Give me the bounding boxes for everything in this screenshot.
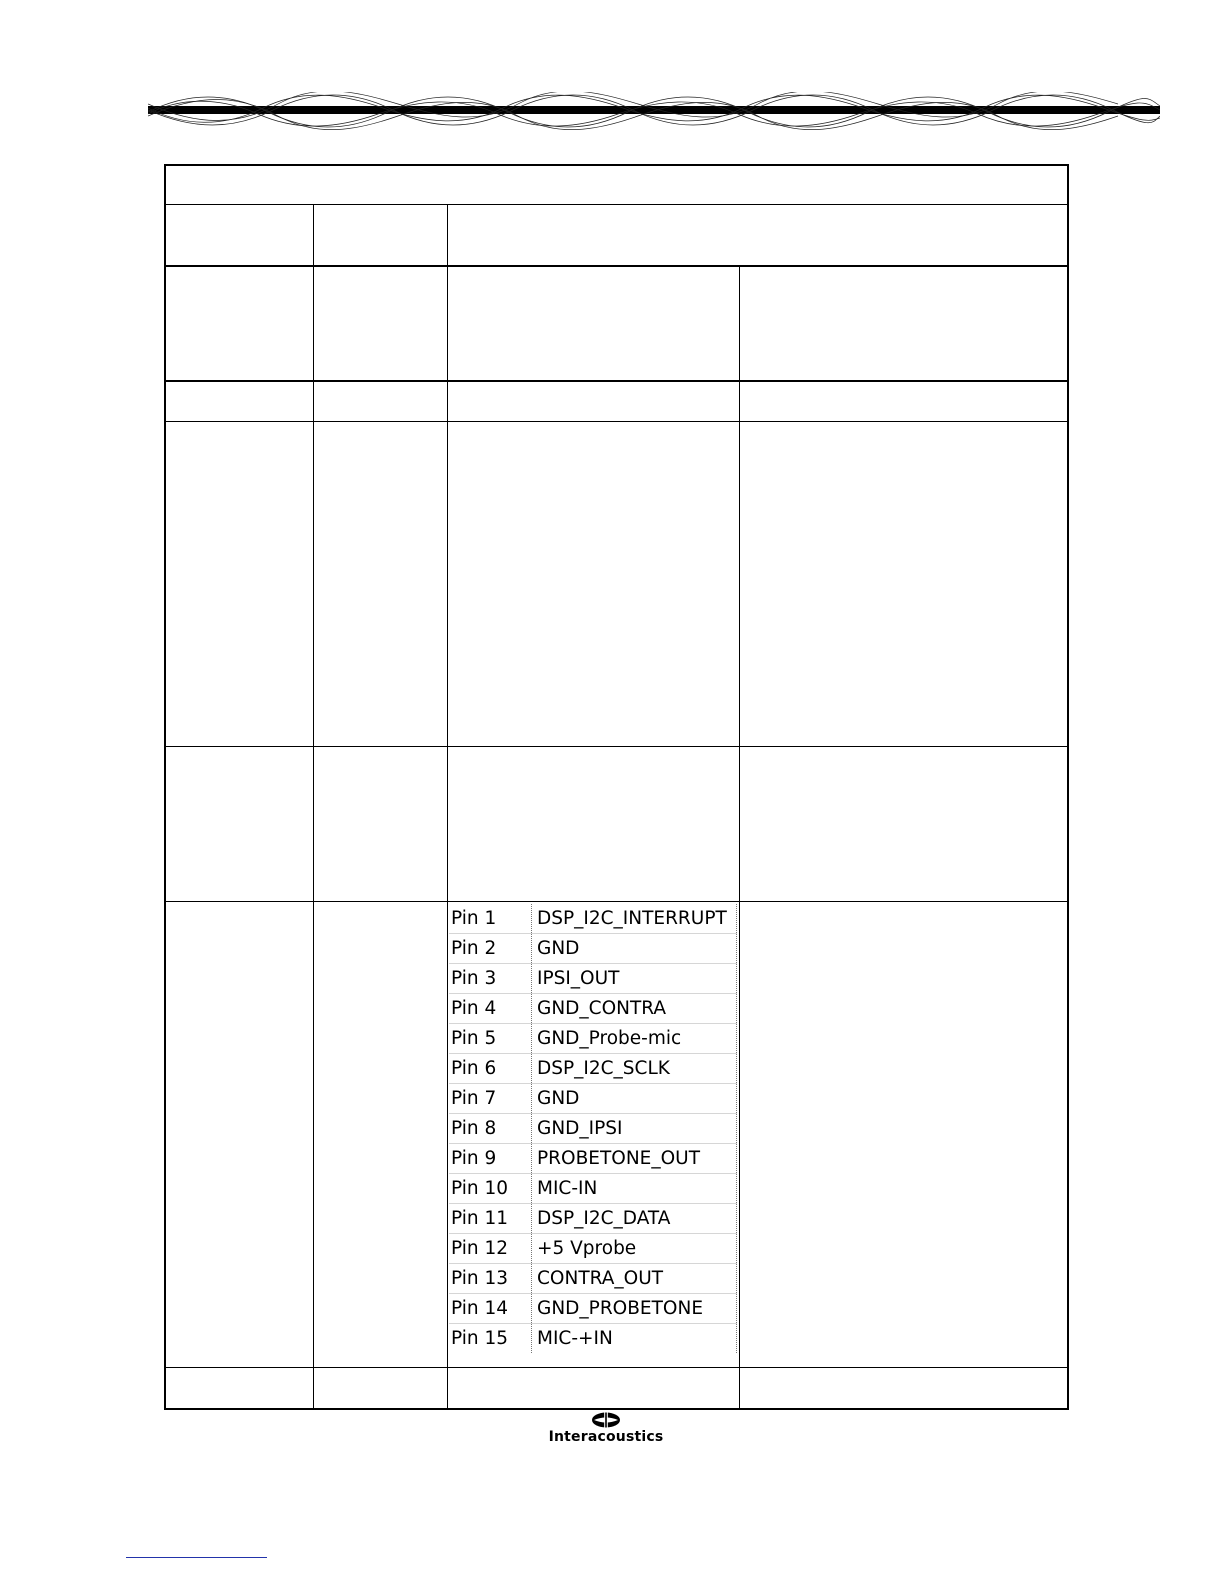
pin-number: Pin 8 bbox=[449, 1114, 532, 1144]
footer-rule bbox=[126, 1557, 267, 1558]
pin-signal: GND_CONTRA bbox=[532, 994, 737, 1024]
pin-row bbox=[449, 1054, 737, 1084]
pin-number: Pin 9 bbox=[449, 1144, 532, 1174]
pin-number: Pin 2 bbox=[449, 934, 532, 964]
pin-number: Pin 7 bbox=[449, 1084, 532, 1114]
pin-row bbox=[449, 1114, 737, 1144]
column-divider bbox=[313, 204, 314, 1410]
pin-row bbox=[449, 934, 737, 964]
pin-number: Pin 4 bbox=[449, 994, 532, 1024]
pin-number: Pin 1 bbox=[449, 904, 532, 934]
pin-signal: GND bbox=[532, 1084, 737, 1114]
pin-row bbox=[449, 1024, 737, 1054]
pin-row bbox=[449, 1234, 737, 1264]
pin-number: Pin 14 bbox=[449, 1294, 532, 1324]
pin-number: Pin 5 bbox=[449, 1024, 532, 1054]
pin-signal: GND bbox=[532, 934, 737, 964]
row-divider bbox=[164, 380, 1069, 382]
interacoustics-logo bbox=[538, 1412, 674, 1448]
column-divider bbox=[739, 265, 740, 1410]
row-divider bbox=[164, 1367, 1069, 1368]
row-divider bbox=[164, 265, 1069, 267]
pin-signal: DSP_I2C_SCLK bbox=[532, 1054, 737, 1084]
wave-band-graphic bbox=[148, 92, 1160, 132]
pin-row bbox=[449, 994, 737, 1024]
table-border-right bbox=[1067, 164, 1069, 1410]
row-divider bbox=[164, 901, 1069, 902]
pin-row bbox=[449, 1084, 737, 1114]
pin-row bbox=[449, 904, 737, 934]
row-divider bbox=[164, 204, 1069, 205]
pin-number: Pin 13 bbox=[449, 1264, 532, 1294]
pin-signal: GND_Probe-mic bbox=[532, 1024, 737, 1054]
pin-number: Pin 6 bbox=[449, 1054, 532, 1084]
table-border-top bbox=[164, 164, 1069, 166]
pin-signal: MIC-IN bbox=[532, 1174, 737, 1204]
header-wave-band bbox=[148, 92, 1160, 132]
pin-number: Pin 3 bbox=[449, 964, 532, 994]
pin-number: Pin 11 bbox=[449, 1204, 532, 1234]
pin-signal: DSP_I2C_DATA bbox=[532, 1204, 737, 1234]
pin-signal: MIC-+IN bbox=[532, 1324, 737, 1354]
pin-signal: +5 Vprobe bbox=[532, 1234, 737, 1264]
row-divider bbox=[164, 421, 1069, 422]
brand-name: Interacoustics bbox=[548, 1429, 664, 1445]
pin-row bbox=[449, 1204, 737, 1234]
table-border-left bbox=[164, 164, 166, 1410]
pin-number: Pin 12 bbox=[449, 1234, 532, 1264]
row-divider bbox=[164, 746, 1069, 747]
pin-row bbox=[449, 1264, 737, 1294]
pin-row bbox=[449, 964, 737, 994]
table-border-bottom bbox=[164, 1408, 1069, 1410]
pin-row bbox=[449, 1324, 737, 1354]
pin-signal: PROBETONE_OUT bbox=[532, 1144, 737, 1174]
pin-number: Pin 15 bbox=[449, 1324, 532, 1354]
pin-row bbox=[449, 1294, 737, 1324]
pin-row bbox=[449, 1174, 737, 1204]
pin-signal: GND_IPSI bbox=[532, 1114, 737, 1144]
pin-assignment-table bbox=[449, 904, 737, 1353]
pin-number: Pin 10 bbox=[449, 1174, 532, 1204]
pin-signal: CONTRA_OUT bbox=[532, 1264, 737, 1294]
column-divider bbox=[447, 204, 448, 1410]
pin-signal: GND_PROBETONE bbox=[532, 1294, 737, 1324]
interacoustics-logo-icon bbox=[591, 1412, 621, 1428]
pin-signal: DSP_I2C_INTERRUPT bbox=[532, 904, 737, 934]
pin-row bbox=[449, 1144, 737, 1174]
pin-signal: IPSI_OUT bbox=[532, 964, 737, 994]
